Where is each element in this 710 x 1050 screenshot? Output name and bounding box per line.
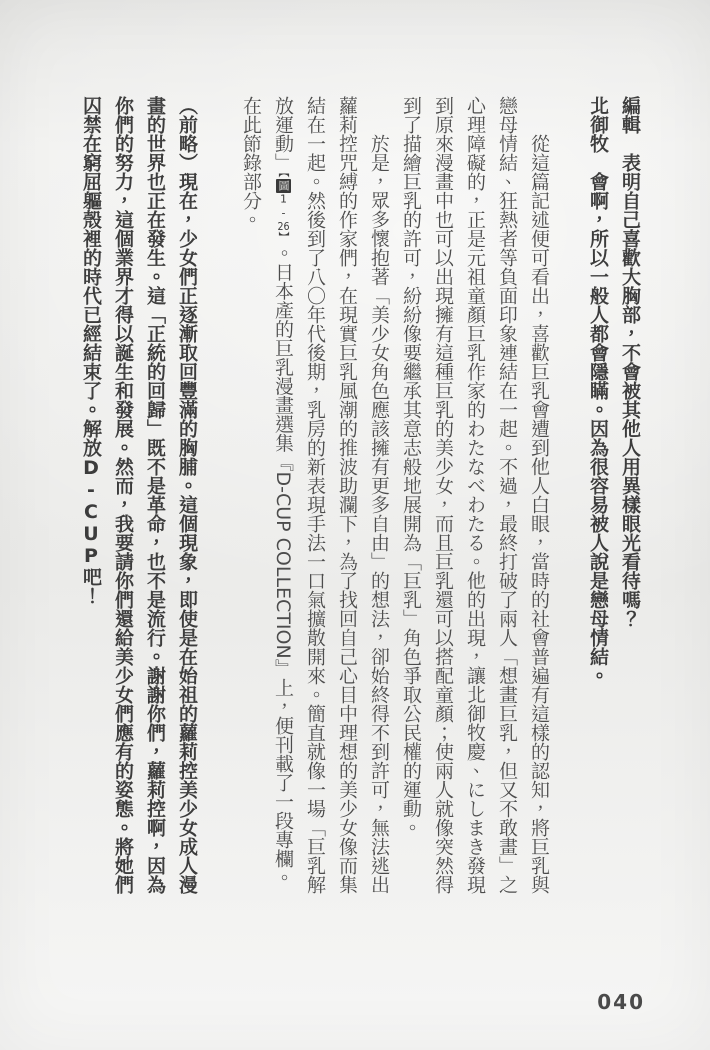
commentary-paragraph-2 — [267, 96, 395, 896]
figure-glyph: 圖 — [277, 179, 290, 192]
figure-number-bottom: 26 — [277, 220, 290, 232]
interview-section — [582, 96, 646, 896]
commentary-paragraph-1: 從這篇記述便可看出，喜歡巨乳會遭到他人白眼，當時的社會普遍有這樣的認知，將巨乳與戀母情結、狂熱者等負面印象連結在一起。不過，最終打破了兩人「想畫巨乳，但又不敢畫」之心理障礙的，正是元祖童顏巨乳作家的わたなべわたる。他的出現，讓北御牧慶、にしまき發現到原來漫畫中也可以出現擁有這種巨乳的美少女，而且巨乳還可以搭配童顏；使兩人就像突然得到了描繪巨乳的許可，紛紛像要繼承其意志般地展開為「巨乳」角色爭取公民權的運動。 — [400, 96, 550, 894]
commentary-section — [235, 96, 555, 896]
dcup-upright-text: D-CUP — [80, 457, 102, 567]
quoted-column-section — [75, 96, 203, 896]
commentary-paragraph-2-text-b: 。日本產的巨乳漫畫選集『D-CUP COLLECTION』上，便刊載了一段專欄。 — [272, 243, 294, 887]
figure-reference-open-bracket: 【 — [277, 172, 290, 179]
figure-number-top: 1- — [277, 192, 290, 221]
quote-text-b: 吧！ — [80, 567, 102, 605]
figure-reference-close-bracket: 】 — [277, 231, 290, 244]
commentary-paragraph-2-text-a: 於是，眾多懷抱著「美少女角色應該擁有更多自由」的想法，卻始終得不到許可，無法逃出蘿莉控咒縛的作家們，在現實巨乳風潮的推波助瀾下，為了找回自己心目中理想的美少女像而集結在一起。然後到了八〇年代後期，乳房的新表現手法一口氣擴散開來。簡直就像一場「巨乳解放運動」 — [272, 96, 390, 894]
page-text-area — [75, 96, 646, 896]
figure-reference — [276, 172, 291, 244]
commentary-paragraph-3: 在此節錄部分。 — [240, 96, 262, 229]
quote-text-a: （前略）現在，少女們正逐漸取回豐滿的胸脯。這個現象，即使是在始祖的蘿莉控美少女成人漫畫的世界也正在發生。這「正統的回歸」既不是革命，也不是流行。謝謝你們，蘿莉控啊，因為你們的努力，這個業界才得以誕生和發展。然而，我要請你們還給美少女們應有的姿態。將她們囚禁在窮屈軀殼裡的時代已經結束了。解放 — [80, 96, 198, 894]
quote-paragraph — [75, 96, 203, 896]
interview-answer: 北御牧 會啊，所以一般人都會隱瞞。因為很容易被人說是戀母情結。 — [587, 96, 609, 685]
page-number: 040 — [597, 990, 645, 1014]
interview-question: 編輯 表明自己喜歡大胸部，不會被其他人用異樣眼光看待嗎？ — [619, 96, 641, 628]
